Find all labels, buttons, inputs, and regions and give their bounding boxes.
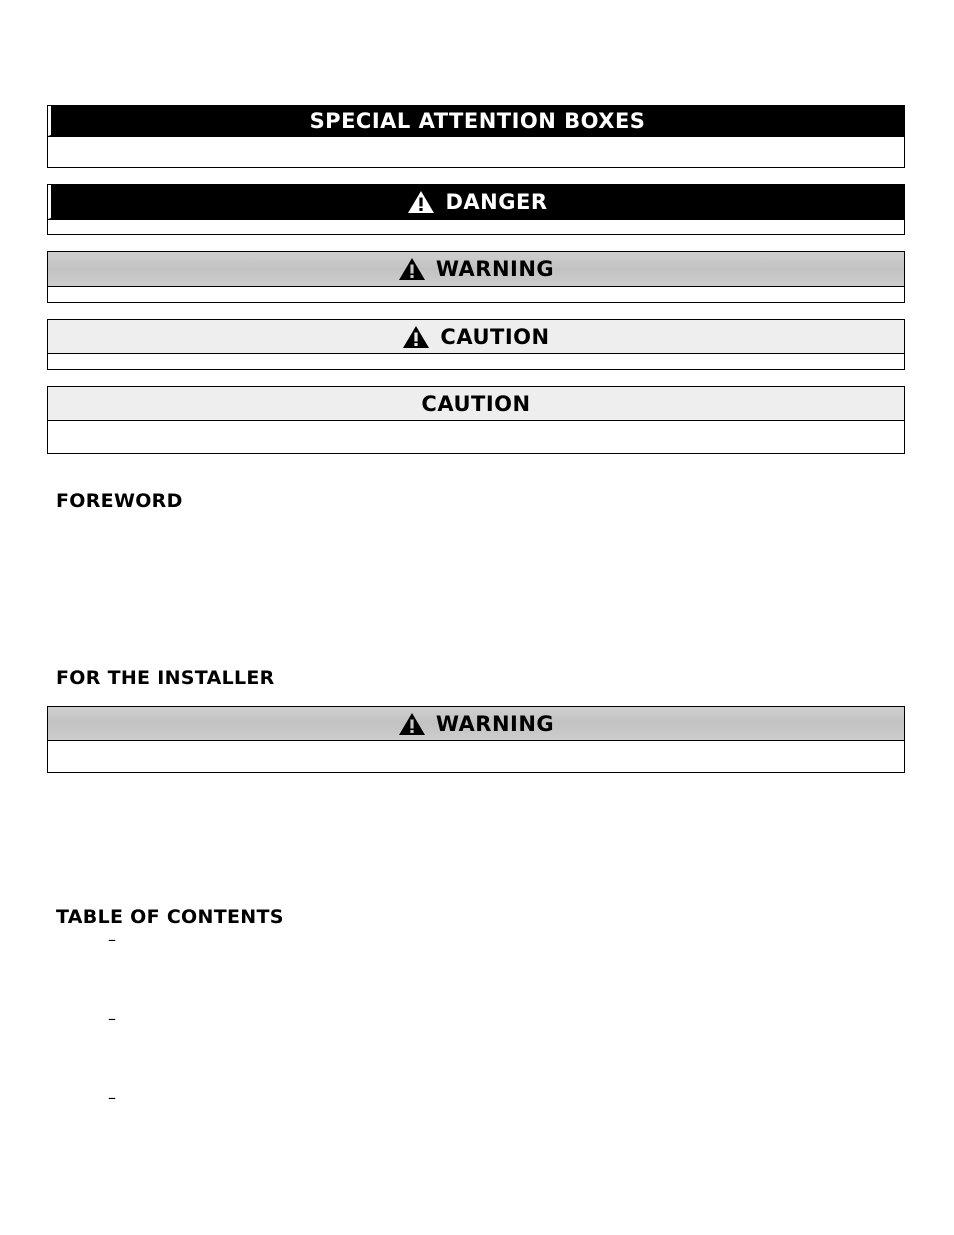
caution-plain-box <box>47 386 905 454</box>
warning-header <box>48 252 904 287</box>
warning-triangle-icon <box>398 257 426 281</box>
installer-warning-label: WARNING <box>435 711 555 736</box>
warning-triangle-icon <box>398 712 426 736</box>
installer-warning-header <box>48 707 904 741</box>
danger-box <box>47 184 905 235</box>
installer-warning-box <box>47 706 905 773</box>
toc-dash: – <box>108 1009 116 1028</box>
warning-triangle-icon <box>407 190 435 214</box>
toc-dash: – <box>108 930 116 949</box>
special-attention-title: SPECIAL ATTENTION BOXES <box>309 108 646 133</box>
special-attention-box <box>47 105 905 168</box>
foreword-heading: FOREWORD <box>56 490 183 512</box>
danger-label: DANGER <box>445 189 548 214</box>
warning-label: WARNING <box>435 257 555 281</box>
special-attention-header <box>48 106 904 136</box>
toc-dash: – <box>108 1088 116 1107</box>
warning-triangle-icon <box>402 325 430 349</box>
caution-plain-header <box>48 387 904 421</box>
for-the-installer-heading: FOR THE INSTALLER <box>56 667 275 689</box>
danger-header <box>48 185 904 219</box>
caution-icon-box <box>47 319 905 370</box>
caution-plain-label: CAUTION <box>421 391 531 416</box>
table-of-contents-heading: TABLE OF CONTENTS <box>56 906 284 928</box>
caution-icon-label: CAUTION <box>440 324 550 349</box>
warning-box <box>47 251 905 303</box>
caution-icon-header <box>48 320 904 354</box>
